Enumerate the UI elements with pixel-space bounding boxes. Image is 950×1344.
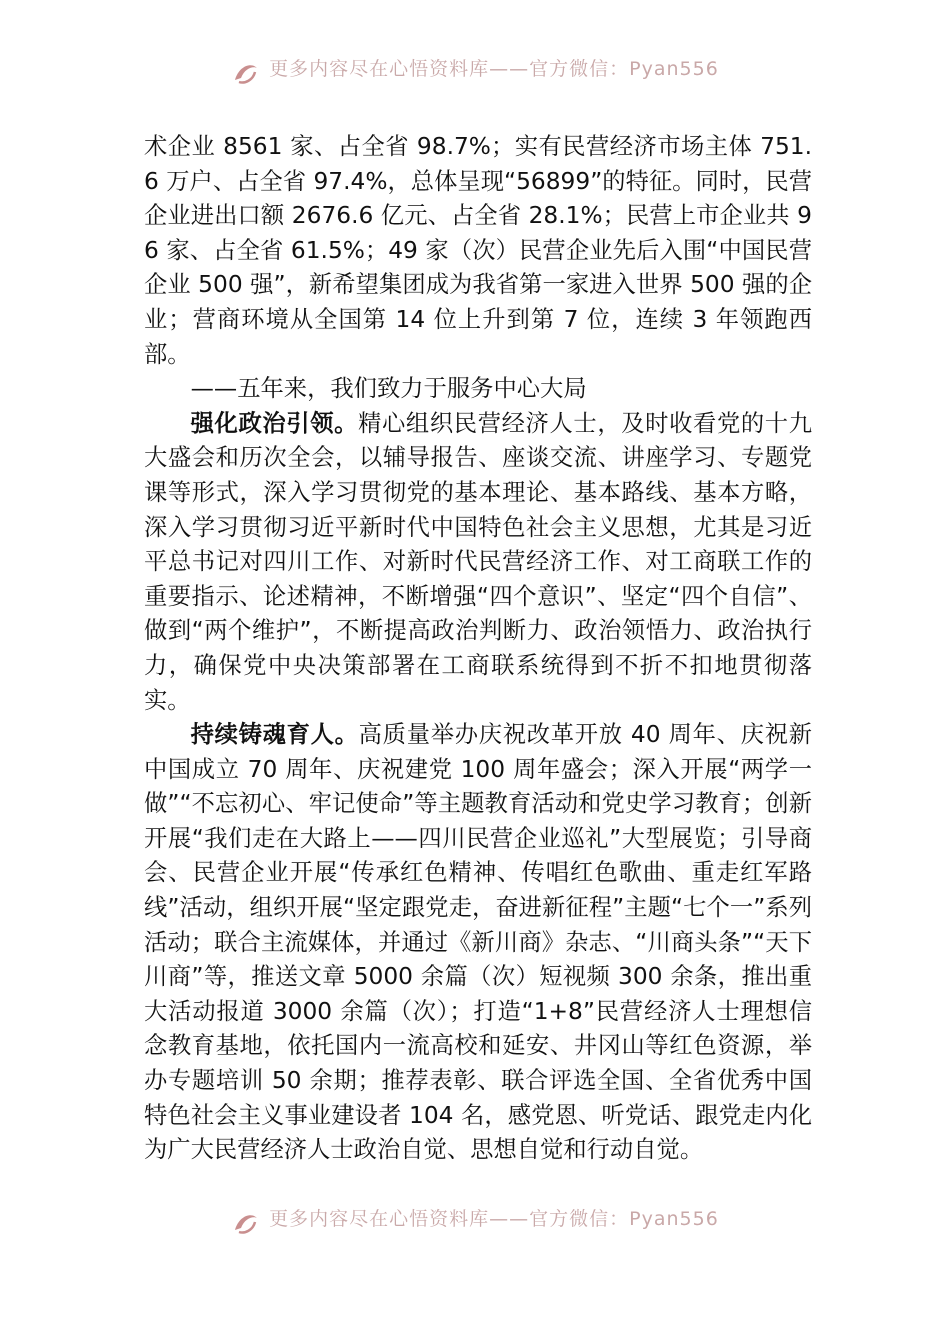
paragraph-political-guidance — [144, 407, 812, 718]
paragraph-soul-education — [144, 718, 812, 1168]
document-body — [144, 130, 812, 1168]
paragraph-body-soul-education: 高质量举办庆祝改革开放 40 周年、庆祝新中国成立 70 周年、庆祝建党 100 周年盛会；深入开展“两学一做”“不忘初心、牢记使命”等主题教育活动和党史学习教育；创新开展“我们走在大路上——四川民营企业巡礼”大型展览；引导商会、民营企业开展“传承红色精神、传唱红色歌曲、重走红军路线”活动，组织开展“坚定跟党走，奋进新征程”主题“七个一”系列活动；联合主流媒体，并通过《新川商》杂志、“川商头条”“天下川商”等，推送文章 5000 余篇（次）短视频 300 余条，推出重大活动报道 3000 余篇（次）；打造“1+8”民营经济人士理想信念教育基地，依托国内一流高校和延安、井冈山等红色资源，举办专题培训 50 余期；推荐表彰、联合评选全国、全省优秀中国特色社会主义事业建设者 104 名，感党恩、听党话、跟党走内化为广大民营经济人士政治自觉、思想自觉和行动自觉。 — [144, 721, 812, 1164]
paragraph-lead-soul-education: 持续铸魂育人。 — [190, 721, 359, 749]
watermark-text: 更多内容尽在心悟资料库——官方微信：Pyan556 — [269, 57, 719, 80]
paragraph-enterprise-stats: 术企业 8561 家、占全省 98.7%；实有民营经济市场主体 751.6 万户、占全省 97.4%，总体呈现“56899”的特征。同时，民营企业进出口额 2676.6 亿元、占全省 28.1%；民营上市企业共 96 家、占全省 61.5%；49 家（次）民营企业先后入围“中国民营企业 500 强”，新希望集团成为我省第一家进入世界 500 强的企业；营商环境从全国第 14 位上升到第 7 位，连续 3 年领跑西部。 — [144, 133, 812, 368]
watermark-logo-icon — [231, 1210, 261, 1236]
header-watermark — [0, 56, 950, 90]
section-heading-five-years: ——五年来，我们致力于服务中心大局 — [190, 375, 587, 403]
watermark-logo-icon — [231, 60, 261, 86]
watermark-text: 更多内容尽在心悟资料库——官方微信：Pyan556 — [269, 1207, 719, 1230]
footer-watermark — [0, 1206, 950, 1240]
paragraph-body-political-guidance: 精心组织民营经济人士，及时收看党的十九大盛会和历次全会，以辅导报告、座谈交流、讲座学习、专题党课等形式，深入学习贯彻党的基本理论、基本路线、基本方略，深入学习贯彻习近平新时代中国特色社会主义思想，尤其是习近平总书记对四川工作、对新时代民营经济工作、对工商联工作的重要指示、论述精神，不断增强“四个意识”、坚定“四个自信”、做到“两个维护”，不断提高政治判断力、政治领悟力、政治执行力，确保党中央决策部署在工商联系统得到不折不扣地贯彻落实。 — [144, 409, 813, 714]
paragraph-lead-political-guidance: 强化政治引领。 — [190, 409, 359, 437]
